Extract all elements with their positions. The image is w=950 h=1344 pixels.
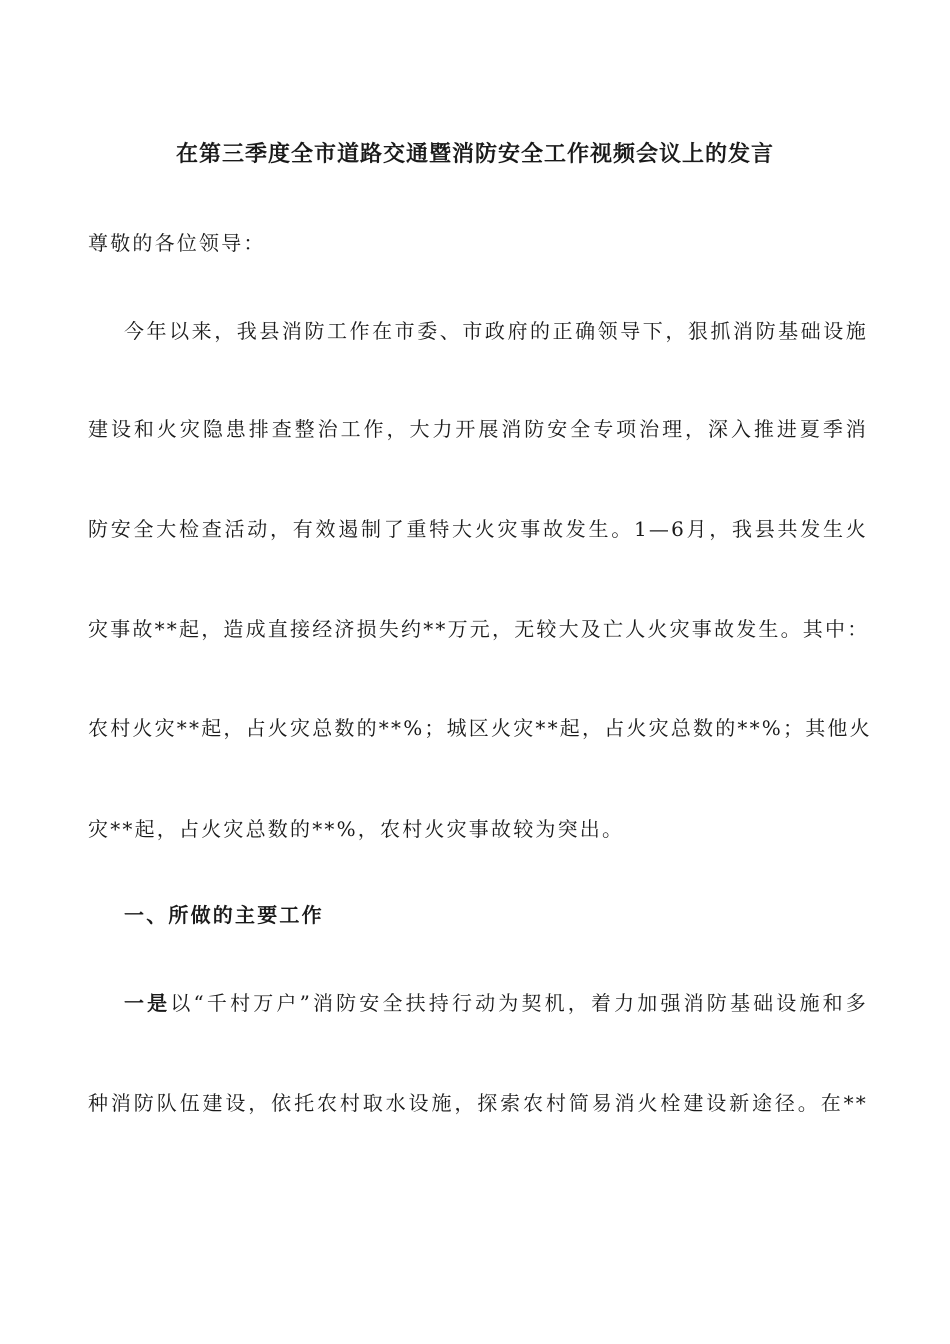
intro-line-3: 防安全大检查活动，有效遏制了重特大火灾事故发生。1—6月，我县共发生火 <box>88 517 868 541</box>
intro-line-4: 灾事故**起，造成直接经济损失约**万元，无较大及亡人火灾事故发生。其中： <box>88 617 870 641</box>
item1-line-2: 种消防队伍建设，依托农村取水设施，探索农村简易消火栓建设新途径。在** <box>88 1091 868 1115</box>
intro-line-2: 建设和火灾隐患排查整治工作，大力开展消防安全专项治理，深入推进夏季消 <box>88 417 868 441</box>
intro-line-5: 农村火灾**起，占火灾总数的**%；城区火灾**起，占火灾总数的**%；其他火 <box>88 716 872 740</box>
item1-line-1-text: 以“千村万户”消防安全扶持行动为契机，着力加强消防基础设施和多 <box>170 991 868 1015</box>
section-heading: 一、所做的主要工作 <box>124 903 324 927</box>
document-title: 在第三季度全市道路交通暨消防安全工作视频会议上的发言 <box>175 141 774 167</box>
intro-line-1: 今年以来，我县消防工作在市委、市政府的正确领导下，狠抓消防基础设施 <box>124 319 868 343</box>
salutation: 尊敬的各位领导： <box>88 231 266 255</box>
intro-line-6: 灾**起，占火灾总数的**%，农村火灾事故较为突出。 <box>88 817 625 841</box>
item1-line-1 <box>124 988 868 1018</box>
item1-lead: 一是 <box>124 991 171 1015</box>
